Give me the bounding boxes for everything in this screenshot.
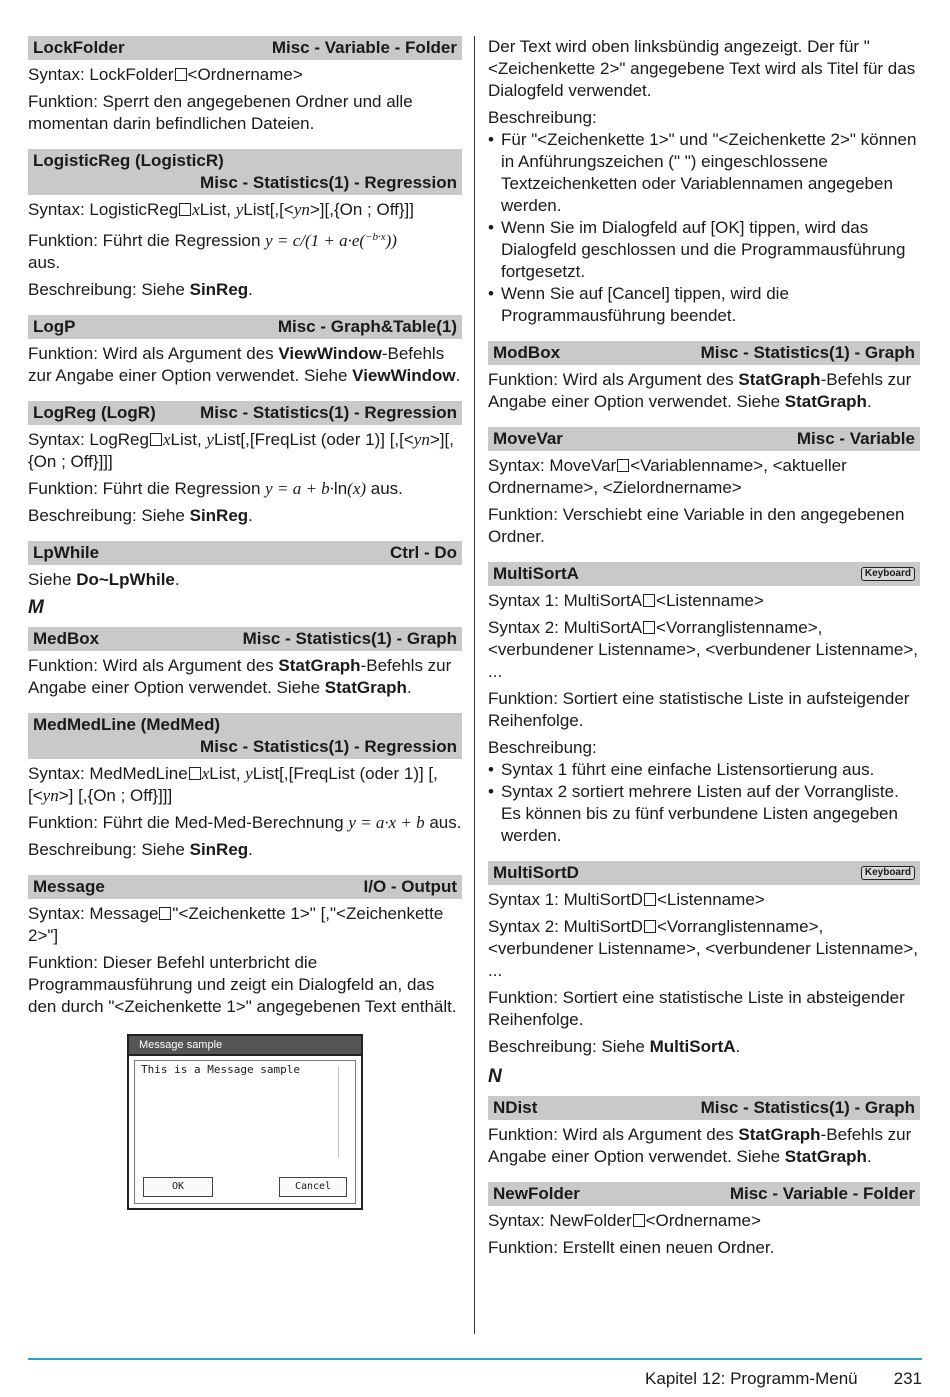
command-name: MedBox xyxy=(33,629,100,648)
entry-logreg xyxy=(28,401,462,527)
space-box-icon xyxy=(644,893,656,906)
entry-header xyxy=(28,315,462,339)
footer-rule xyxy=(28,1358,922,1360)
syntax-line: Syntax: NewFolder <Ordnername> xyxy=(488,1211,761,1230)
command-name: LogisticReg (LogisticR) xyxy=(33,151,224,170)
syntax-line: Syntax 2: MultiSortA <Vorranglistenname>, <verbundener Listenname>, <verbundener Listenname>, ... xyxy=(488,618,919,681)
description-text: Beschreibung: Siehe MultiSortA. xyxy=(488,1037,741,1056)
left-column xyxy=(28,36,462,1224)
space-box-icon xyxy=(189,767,201,780)
function-text: Funktion: Sortiert eine statistische Liste in aufsteigender Reihenfolge. xyxy=(488,689,910,730)
entry-header xyxy=(488,1182,920,1206)
reference-link: SinReg xyxy=(189,280,249,299)
command-name: NewFolder xyxy=(493,1184,580,1203)
syntax-line: Syntax: LogisticReg xList, yList[,[<yn>][,{On ; Off}]] xyxy=(28,200,414,219)
syntax-line: Syntax: LogReg xList, yList[,[FreqList (oder 1)] [,[<yn>][,{On ; Off}]]] xyxy=(28,430,454,471)
entry-header xyxy=(28,401,462,425)
bullet-item: • Wenn Sie im Dialogfeld auf [OK] tippen, wird das Dialogfeld geschlossen und die Programmausführung fortgesetzt. xyxy=(488,217,920,283)
entry-header xyxy=(488,1096,920,1120)
space-box-icon xyxy=(617,459,629,472)
space-box-icon xyxy=(644,920,656,933)
page-number: 231 xyxy=(893,1369,922,1388)
right-column xyxy=(488,36,920,1273)
page-footer xyxy=(645,1368,922,1390)
entry-header xyxy=(28,149,462,195)
command-category: Misc - Statistics(1) - Regression xyxy=(200,403,457,422)
command-name: MultiSortA xyxy=(493,564,579,583)
syntax-line: Syntax: MedMedLine xList, yList[,[FreqList (oder 1)] [,[<yn>] [,{On ; Off}]]] xyxy=(28,764,438,805)
command-name: MoveVar xyxy=(493,429,563,448)
syntax-line: Syntax 2: MultiSortD <Vorranglistenname>, <verbundener Listenname>, <verbundener Listenname>, ... xyxy=(488,917,919,980)
function-text: Funktion: Wird als Argument des StatGraph-Befehls zur Angabe einer Option verwendet. Siehe StatGraph. xyxy=(488,370,912,411)
command-name: MedMedLine (MedMed) xyxy=(33,715,220,734)
keyboard-badge-icon: Keyboard xyxy=(861,866,915,880)
entry-message xyxy=(28,875,462,1210)
entry-lpwhile xyxy=(28,541,462,591)
function-text: Funktion: Wird als Argument des StatGraph-Befehls zur Angabe einer Option verwendet. Siehe StatGraph. xyxy=(488,1125,912,1166)
message-continued-text: Der Text wird oben linksbündig angezeigt. Der für "<Zeichenkette 2>" angegebene Text wird als Titel für das Dialogfeld verwendet. xyxy=(488,37,916,100)
function-text: Funktion: Wird als Argument des StatGraph-Befehls zur Angabe einer Option verwendet. Siehe StatGraph. xyxy=(28,656,452,697)
command-category: Misc - Statistics(1) - Graph xyxy=(700,343,915,362)
command-category: Misc - Variable - Folder xyxy=(271,38,457,57)
section-letter-n: N xyxy=(488,1066,502,1087)
description-text: Beschreibung: Siehe SinReg. xyxy=(28,506,253,525)
command-name: NDist xyxy=(493,1098,538,1117)
entry-multisorta xyxy=(488,562,920,847)
entry-movevar xyxy=(488,427,920,548)
command-category: I/O - Output xyxy=(363,877,457,896)
command-category: Misc - Variable xyxy=(796,429,915,448)
entry-logisticreg xyxy=(28,149,462,301)
command-name: LogP xyxy=(33,317,76,336)
entry-header xyxy=(28,541,462,565)
entry-header xyxy=(28,713,462,759)
entry-header xyxy=(28,36,462,60)
dialog-scrollbar xyxy=(338,1067,347,1157)
command-category: Misc - Statistics(1) - Regression xyxy=(200,737,457,756)
space-box-icon xyxy=(643,621,655,634)
syntax-line: Syntax 1: MultiSortD <Listenname> xyxy=(488,890,765,909)
dialog-ok-button[interactable]: OK xyxy=(143,1177,213,1197)
command-category: Misc - Variable - Folder xyxy=(729,1184,915,1203)
bullet-item: • Wenn Sie auf [Cancel] tippen, wird die Programmausführung beendet. xyxy=(488,283,920,327)
command-name: LogReg (LogR) xyxy=(33,403,156,422)
command-name: MultiSortD xyxy=(493,863,579,882)
dialog-body xyxy=(134,1060,356,1204)
keyboard-badge-icon: Keyboard xyxy=(861,567,915,581)
function-text: Funktion: Führt die Regression y = c/(1 + a·e($^{-b\cdot x}$)) aus. xyxy=(28,231,397,272)
entry-header xyxy=(488,861,920,885)
command-category: Misc - Statistics(1) - Graph xyxy=(700,1098,915,1117)
bullet-item: • Syntax 1 führt eine einfache Listensortierung aus. xyxy=(488,759,920,781)
command-category: Misc - Statistics(1) - Regression xyxy=(200,173,457,192)
space-box-icon xyxy=(633,1214,645,1227)
syntax-line: Syntax: MoveVar <Variablenname>, <aktueller Ordnername>, <Zielordnername> xyxy=(488,456,847,497)
space-box-icon xyxy=(150,433,162,446)
entry-logp xyxy=(28,315,462,387)
description-text: Beschreibung: Siehe SinReg. xyxy=(28,840,253,859)
syntax-line: Syntax: Message "<Zeichenkette 1>" [,"<Zeichenkette 2>"] xyxy=(28,904,444,945)
space-box-icon xyxy=(175,68,187,81)
entry-header xyxy=(488,341,920,365)
space-box-icon xyxy=(179,203,191,216)
entry-ndist xyxy=(488,1096,920,1168)
entry-header xyxy=(488,427,920,451)
entry-header xyxy=(488,562,920,586)
syntax-line: Syntax: LockFolder <Ordnername> xyxy=(28,65,303,84)
column-divider xyxy=(474,36,475,1334)
function-text: Funktion: Erstellt einen neuen Ordner. xyxy=(488,1238,775,1257)
command-name: LockFolder xyxy=(33,38,125,57)
entry-header xyxy=(28,875,462,899)
description-bullets xyxy=(488,129,920,327)
function-text: Funktion: Führt die Regression y = a + b·ln(x) aus. xyxy=(28,479,403,498)
bullet-item: • Syntax 2 sortiert mehrere Listen auf der Vorrangliste. Es können bis zu fünf verbundene Listen angegeben werden. xyxy=(488,781,920,847)
bullet-item: • Für "<Zeichenkette 1>" und "<Zeichenkette 2>" können in Anführungszeichen (" ") eingeschlossene Textzeichenketten oder Variablennamen angegeben werden. xyxy=(488,129,920,217)
description-bullets xyxy=(488,759,920,847)
command-name: ModBox xyxy=(493,343,561,362)
entry-lockfolder xyxy=(28,36,462,135)
description-text: Beschreibung: Siehe SinReg. xyxy=(28,280,253,299)
see-text: Siehe Do~LpWhile. xyxy=(28,570,180,589)
description-label: Beschreibung: xyxy=(488,108,597,127)
message-dialog-screenshot xyxy=(127,1034,363,1210)
chapter-title: Kapitel 12: Programm-Menü xyxy=(645,1369,858,1388)
entry-medmedline xyxy=(28,713,462,861)
dialog-title: Message sample xyxy=(129,1036,361,1056)
dialog-cancel-button[interactable]: Cancel xyxy=(279,1177,347,1197)
entry-newfolder xyxy=(488,1182,920,1259)
function-text: Funktion: Verschiebt eine Variable in den angegebenen Ordner. xyxy=(488,505,905,546)
function-text: Funktion: Führt die Med-Med-Berechnung y = a·x + b aus. xyxy=(28,813,462,832)
entry-modbox xyxy=(488,341,920,413)
entry-multisortd xyxy=(488,861,920,1058)
entry-message-continued xyxy=(488,36,920,327)
section-letter-m: M xyxy=(28,597,44,618)
description-label: Beschreibung: xyxy=(488,738,597,757)
space-box-icon xyxy=(643,594,655,607)
command-name: LpWhile xyxy=(33,543,100,562)
function-text: Funktion: Wird als Argument des ViewWindow-Befehls zur Angabe einer Option verwendet. Siehe ViewWindow. xyxy=(28,344,461,385)
entry-header xyxy=(28,627,462,651)
command-category: Misc - Graph&Table(1) xyxy=(277,317,457,336)
space-box-icon xyxy=(159,907,171,920)
command-category: Misc - Statistics(1) - Graph xyxy=(242,629,457,648)
function-text: Funktion: Sortiert eine statistische Liste in absteigender Reihenfolge. xyxy=(488,988,905,1029)
function-text: Funktion: Sperrt den angegebenen Ordner und alle momentan darin befindlichen Dateien. xyxy=(28,92,413,133)
syntax-line: Syntax 1: MultiSortA <Listenname> xyxy=(488,591,764,610)
command-category: Ctrl - Do xyxy=(389,543,457,562)
entry-medbox xyxy=(28,627,462,699)
function-text: Funktion: Dieser Befehl unterbricht die Programmausführung und zeigt ein Dialogfeld an, das den durch "<Zeichenkette 1>" angegebenen Text enthält. xyxy=(28,953,457,1016)
command-name: Message xyxy=(33,877,105,896)
dialog-message: This is a Message sample xyxy=(141,1063,300,1076)
